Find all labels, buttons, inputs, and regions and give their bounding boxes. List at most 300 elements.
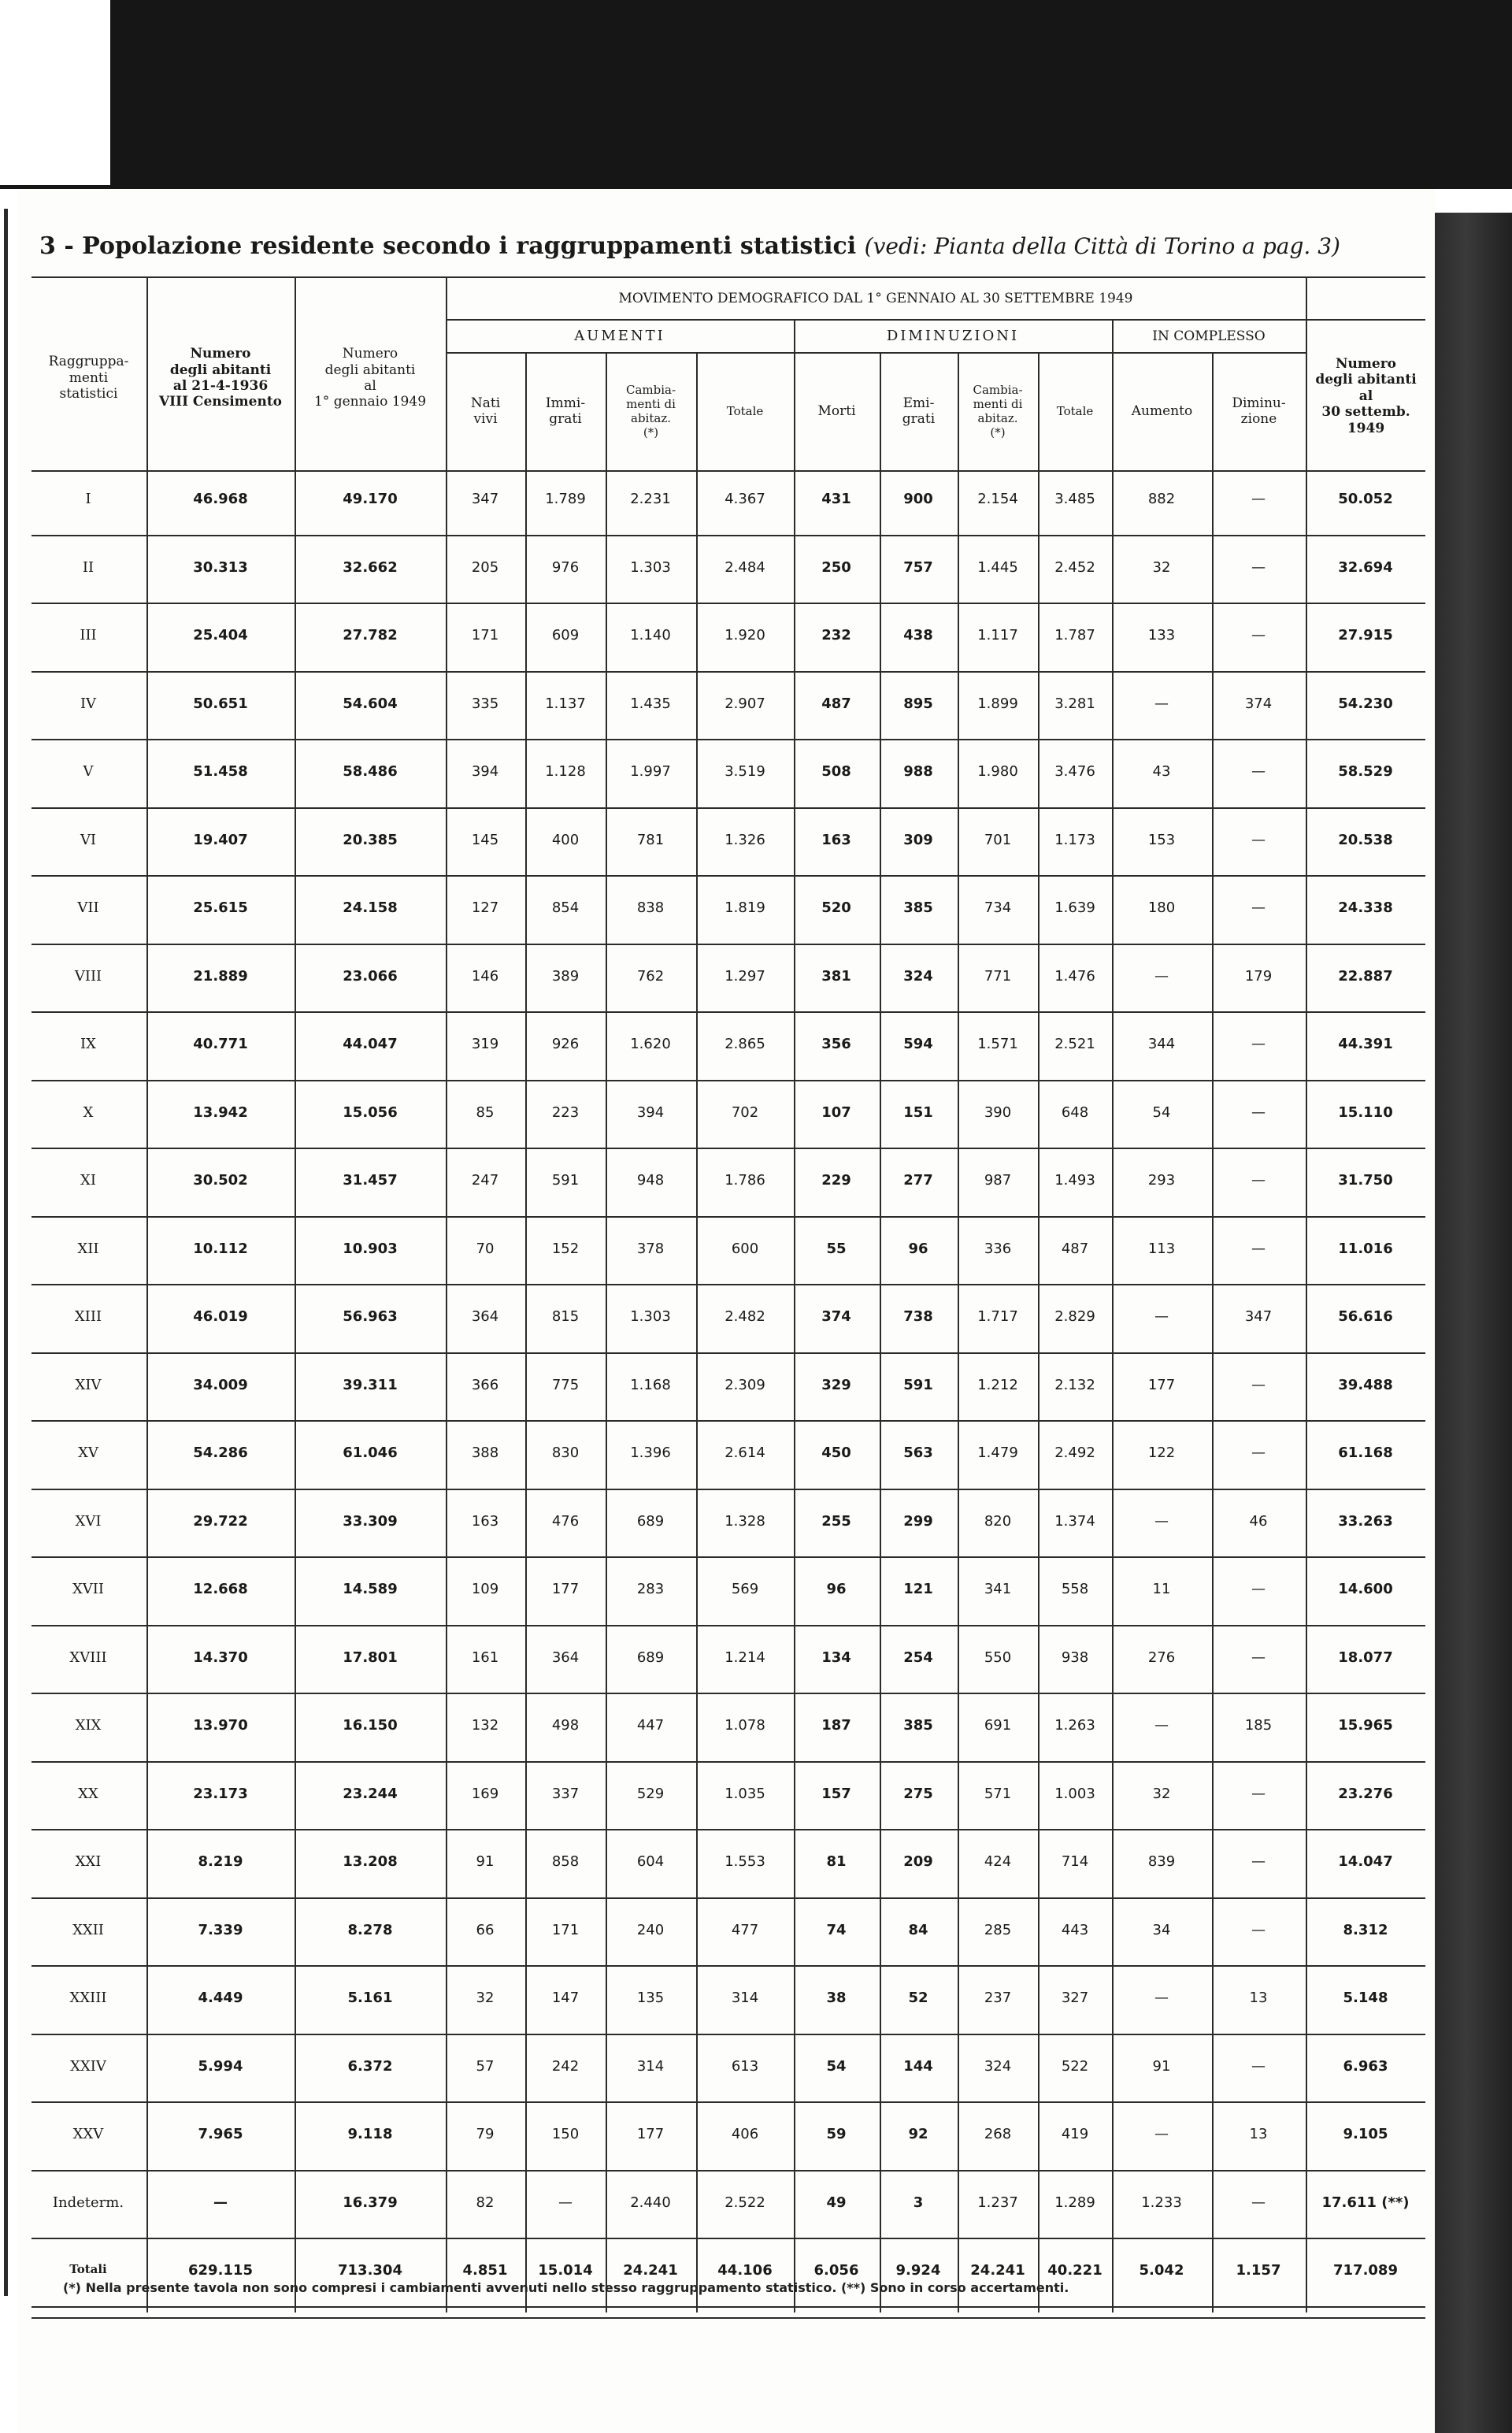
- table-cell: 1.819: [724, 899, 765, 917]
- table-cell: 85: [476, 1103, 495, 1121]
- table-cell: 122: [1147, 1445, 1176, 1462]
- table-cell: 24.338: [1338, 899, 1393, 917]
- header-totale-diminuzioni: Totale: [1056, 404, 1094, 418]
- table-cell: 569: [731, 1581, 759, 1598]
- table-cell: 46.019: [193, 1308, 248, 1326]
- table-cell: 109: [471, 1581, 499, 1598]
- table-cell: 714: [1061, 1853, 1089, 1871]
- table-cell: 341: [984, 1581, 1012, 1598]
- table-cell: 882: [1147, 491, 1176, 508]
- table-cell: 11.016: [1338, 1240, 1393, 1257]
- table-cell: 275: [903, 1785, 933, 1802]
- table-cell: 314: [636, 2057, 665, 2075]
- table-cell: 385: [903, 1717, 933, 1734]
- table-cell: —: [1251, 1581, 1266, 1598]
- table-cell: 7.965: [198, 2126, 243, 2143]
- table-cell: 374: [1244, 695, 1273, 712]
- row-rule: [32, 1148, 1425, 1149]
- table-cell: 1.128: [545, 763, 586, 781]
- table-cell: —: [1154, 1512, 1169, 1530]
- column-divider: [880, 352, 881, 2312]
- table-cell: 25.615: [193, 899, 248, 917]
- table-cell: 738: [903, 1308, 933, 1326]
- table-cell: 30.313: [193, 558, 248, 576]
- row-rule: [32, 2034, 1425, 2035]
- column-divider: [525, 352, 527, 2312]
- table-cell: 347: [1244, 1308, 1273, 1326]
- table-cell: 15.056: [343, 1103, 398, 1121]
- table-cell: 1.140: [630, 627, 671, 644]
- row-rule: [32, 1897, 1425, 1899]
- table-cell: 171: [471, 627, 499, 644]
- title-note: (vedi: Pianta della Città di Torino a pag. 3): [864, 233, 1340, 259]
- table-cell: 385: [903, 899, 933, 917]
- table-cell: 3.476: [1054, 763, 1095, 781]
- table-cell: —: [1251, 831, 1266, 848]
- table-cell: —: [1251, 491, 1266, 508]
- totals-cell: 6.056: [813, 2262, 859, 2279]
- row-label: XV: [78, 1445, 98, 1462]
- table-cell: 161: [471, 1649, 499, 1666]
- table-cell: 1.303: [630, 558, 671, 576]
- table-cell: 180: [1147, 899, 1176, 917]
- table-cell: 32: [1152, 558, 1171, 576]
- row-label: III: [80, 627, 97, 644]
- table-cell: 6.963: [1343, 2057, 1388, 2075]
- table-cell: 1.980: [977, 763, 1018, 781]
- table-cell: 1.137: [545, 695, 586, 712]
- table-cell: 691: [984, 1717, 1012, 1734]
- table-cell: 3.485: [1054, 491, 1095, 508]
- row-rule: [32, 535, 1425, 536]
- table-cell: 82: [476, 2194, 495, 2211]
- table-cell: 8.219: [198, 1853, 243, 1871]
- table-cell: 5.148: [1343, 1990, 1388, 2007]
- row-rule: [32, 1284, 1425, 1285]
- table-cell: 1.117: [977, 627, 1018, 644]
- table-cell: 31.457: [343, 1172, 398, 1189]
- header-immigrati: Immi- grati: [545, 395, 586, 427]
- table-cell: —: [1154, 1990, 1169, 2007]
- row-label: Indeterm.: [52, 2194, 124, 2211]
- table-cell: 839: [1147, 1853, 1176, 1871]
- table-cell: 10.112: [193, 1240, 248, 1257]
- table-cell: 1.374: [1054, 1512, 1095, 1530]
- totals-cell: 44.106: [717, 2262, 773, 2279]
- header-rule-movimento: [446, 319, 1306, 321]
- table-cell: 388: [471, 1445, 499, 1462]
- table-cell: 336: [984, 1240, 1012, 1257]
- table-cell: 13: [1249, 2126, 1268, 2143]
- row-label: V: [83, 763, 94, 781]
- table-cell: 1.173: [1054, 831, 1095, 848]
- table-cell: 229: [821, 1172, 851, 1189]
- table-cell: 4.449: [198, 1990, 243, 2007]
- table-cell: 400: [551, 831, 580, 848]
- header-cambiamenti-diminuzioni: Cambia- menti di abitaz. (*): [973, 383, 1023, 439]
- table-cell: 121: [903, 1581, 933, 1598]
- column-divider: [696, 352, 698, 2312]
- table-cell: 2.440: [630, 2194, 671, 2211]
- table-cell: 327: [1061, 1990, 1089, 2007]
- scan-edge-line: [4, 209, 8, 2296]
- table-cell: 1.168: [630, 1376, 671, 1393]
- table-cell: 50.052: [1338, 491, 1393, 508]
- table-cell: 157: [821, 1785, 851, 1802]
- row-rule: [32, 1556, 1425, 1558]
- table-cell: 1.328: [724, 1512, 765, 1530]
- table-cell: 223: [551, 1103, 580, 1121]
- table-cell: 13: [1249, 1990, 1268, 2007]
- header-aumenti: AUMENTI: [574, 328, 665, 345]
- table-cell: 2.309: [724, 1376, 765, 1393]
- table-cell: 1.899: [977, 695, 1018, 712]
- table-cell: 3.519: [724, 763, 765, 781]
- table-cell: 91: [1152, 2057, 1171, 2075]
- row-rule: [32, 1965, 1425, 1967]
- table-cell: 145: [471, 831, 499, 848]
- table-cell: 447: [636, 1717, 665, 1734]
- table-cell: 13.942: [193, 1103, 248, 1121]
- table-cell: 58.486: [343, 763, 398, 781]
- table-cell: 8.312: [1343, 1921, 1388, 1938]
- table-cell: 43: [1152, 763, 1171, 781]
- row-label: IV: [80, 695, 97, 712]
- table-cell: 701: [984, 831, 1012, 848]
- table-cell: —: [1251, 1036, 1266, 1053]
- table-cell: 820: [984, 1512, 1012, 1530]
- table-cell: —: [1251, 558, 1266, 576]
- table-cell: 2.829: [1054, 1308, 1095, 1326]
- table-cell: 762: [636, 967, 665, 985]
- table-cell: 44.047: [343, 1036, 398, 1053]
- table-cell: 594: [903, 1036, 933, 1053]
- table-cell: —: [1251, 2057, 1266, 2075]
- table-cell: —: [1251, 627, 1266, 644]
- table-cell: 55: [826, 1240, 847, 1257]
- footnote: (*) Nella presente tavola non sono compresi i cambiamenti avvenuti nello stesso raggruppamento statistico. (**) Sono in corso accertamenti.: [63, 2280, 1069, 2295]
- table-cell: 830: [551, 1445, 580, 1462]
- table-cell: 431: [821, 491, 851, 508]
- totals-cell: 15.014: [538, 2262, 593, 2279]
- header-complesso: IN COMPLESSO: [1152, 328, 1266, 344]
- table-cell: 169: [471, 1785, 499, 1802]
- table-cell: 177: [551, 1581, 580, 1598]
- table-cell: 976: [551, 558, 580, 576]
- header-nati: Nati vivi: [470, 395, 501, 427]
- table-cell: 132: [471, 1717, 499, 1734]
- table-cell: —: [1251, 1103, 1266, 1121]
- table-cell: 70: [476, 1240, 495, 1257]
- table-cell: 591: [903, 1376, 933, 1393]
- table-cell: 394: [636, 1103, 665, 1121]
- table-cell: 147: [551, 1990, 580, 2007]
- table-cell: —: [1251, 1649, 1266, 1666]
- table-cell: —: [1251, 1376, 1266, 1393]
- table-cell: 19.407: [193, 831, 248, 848]
- table-cell: 171: [551, 1921, 580, 1938]
- table-cell: 135: [636, 1990, 665, 2007]
- table-cell: 27.782: [343, 627, 398, 644]
- table-cell: 49.170: [343, 491, 398, 508]
- table-cell: 858: [551, 1853, 580, 1871]
- table-cell: 948: [636, 1172, 665, 1189]
- table-cell: 255: [821, 1512, 851, 1530]
- table-cell: 476: [551, 1512, 580, 1530]
- table-cell: 32.694: [1338, 558, 1393, 576]
- table-cell: 2.522: [724, 2194, 765, 2211]
- table-cell: 5.161: [347, 1990, 393, 2007]
- table-cell: 771: [984, 967, 1012, 985]
- totals-cell: 9.924: [895, 2262, 941, 2279]
- table-cell: —: [1251, 1785, 1266, 1802]
- table-cell: 23.066: [343, 967, 398, 985]
- table-cell: 366: [471, 1376, 499, 1393]
- table-cell: 15.965: [1338, 1717, 1393, 1734]
- table-cell: 6.372: [347, 2057, 393, 2075]
- header-censimento: Numero degli abitanti al 21-4-1936 VIII Censimento: [158, 346, 283, 410]
- table-cell: 23.173: [193, 1785, 248, 1802]
- totals-cell: 629.115: [188, 2262, 253, 2279]
- header-settembre: Numero degli abitanti al 30 settemb. 1949: [1315, 356, 1417, 436]
- row-rule: [32, 739, 1425, 740]
- row-label: XXI: [75, 1853, 102, 1871]
- row-label: XVI: [75, 1512, 102, 1530]
- table-cell: 1.303: [630, 1308, 671, 1326]
- table-cell: 92: [908, 2126, 928, 2143]
- table-cell: 508: [821, 763, 851, 781]
- header-rule-top: [32, 276, 1425, 278]
- table-cell: 66: [476, 1921, 495, 1938]
- table-cell: 49: [826, 2194, 847, 2211]
- header-emigrati: Emi- grati: [902, 395, 936, 427]
- row-label: XXIII: [69, 1990, 107, 2007]
- table-cell: 781: [636, 831, 665, 848]
- table-cell: 277: [903, 1172, 933, 1189]
- table-cell: 79: [476, 2126, 495, 2143]
- table-cell: 389: [551, 967, 580, 985]
- totals-cell: 24.241: [970, 2262, 1025, 2279]
- table-cell: 23.244: [343, 1785, 398, 1802]
- table-cell: 150: [551, 2126, 580, 2143]
- table-cell: 838: [636, 899, 665, 917]
- table-cell: 689: [636, 1512, 665, 1530]
- row-label: XX: [78, 1785, 98, 1802]
- table-cell: 113: [1147, 1240, 1176, 1257]
- table-cell: 1.212: [977, 1376, 1018, 1393]
- table-cell: 522: [1061, 2057, 1089, 2075]
- table-cell: 61.168: [1338, 1445, 1393, 1462]
- table-cell: 146: [471, 967, 499, 985]
- table-cell: 600: [731, 1240, 759, 1257]
- table-cell: —: [1251, 1172, 1266, 1189]
- table-cell: 938: [1061, 1649, 1089, 1666]
- table-cell: 44.391: [1338, 1036, 1393, 1053]
- table-cell: 2.614: [724, 1445, 765, 1462]
- row-rule: [32, 1693, 1425, 1694]
- row-label: VIII: [74, 967, 102, 985]
- row-label: VI: [80, 831, 97, 848]
- table-cell: 1.479: [977, 1445, 1018, 1462]
- table-cell: 364: [551, 1649, 580, 1666]
- table-cell: 133: [1147, 627, 1176, 644]
- table-cell: 32: [476, 1990, 495, 2007]
- table-cell: 347: [471, 491, 499, 508]
- table-cell: 46.968: [193, 491, 248, 508]
- row-rule: [32, 1489, 1425, 1490]
- table-cell: —: [1154, 967, 1169, 985]
- totals-cell: 713.304: [338, 2262, 402, 2279]
- table-cell: 23.276: [1338, 1785, 1393, 1802]
- table-cell: 96: [826, 1581, 847, 1598]
- table-cell: 151: [903, 1103, 933, 1121]
- table-cell: 24.158: [343, 899, 398, 917]
- table-cell: —: [1251, 899, 1266, 917]
- row-label: XVIII: [69, 1649, 107, 1666]
- table-cell: 107: [821, 1103, 851, 1121]
- header-diminuzioni: DIMINUZIONI: [886, 328, 1020, 345]
- row-rule: [32, 2170, 1425, 2172]
- table-cell: 319: [471, 1036, 499, 1053]
- table-cell: 335: [471, 695, 499, 712]
- table-cell: 1.078: [724, 1717, 765, 1734]
- row-rule: [32, 2238, 1425, 2239]
- table-cell: 11: [1152, 1581, 1171, 1598]
- table-cell: 254: [903, 1649, 933, 1666]
- table-cell: 571: [984, 1785, 1012, 1802]
- table-cell: 39.488: [1338, 1376, 1393, 1393]
- row-rule: [32, 807, 1425, 809]
- table-cell: 487: [821, 695, 851, 712]
- table-cell: 61.046: [343, 1445, 398, 1462]
- row-rule: [32, 1761, 1425, 1763]
- table-cell: 613: [731, 2057, 759, 2075]
- totals-cell: 717.089: [1333, 2262, 1398, 2279]
- row-rule: [32, 944, 1425, 945]
- table-cell: 54.286: [193, 1445, 248, 1462]
- table-cell: 424: [984, 1853, 1012, 1871]
- table-cell: 344: [1147, 1036, 1176, 1053]
- table-cell: 10.903: [343, 1240, 398, 1257]
- page-title: [39, 232, 1425, 260]
- table-cell: 40.771: [193, 1036, 248, 1053]
- column-divider: [606, 352, 607, 2312]
- table-cell: 2.482: [724, 1308, 765, 1326]
- table-cell: —: [558, 2194, 573, 2211]
- table-cell: 96: [908, 1240, 928, 1257]
- table-cell: —: [1251, 1853, 1266, 1871]
- table-cell: 52: [908, 1990, 928, 2007]
- table-cell: 757: [903, 558, 933, 576]
- header-rule-groups: [446, 352, 1306, 354]
- table-cell: 232: [821, 627, 851, 644]
- row-rule: [32, 1352, 1425, 1354]
- table-cell: 2.132: [1054, 1376, 1095, 1393]
- table-cell: 329: [821, 1376, 851, 1393]
- table-cell: 1.493: [1054, 1172, 1095, 1189]
- population-table: [32, 272, 1425, 2304]
- table-cell: 177: [1147, 1376, 1176, 1393]
- row-label: XI: [80, 1172, 96, 1189]
- row-label: X: [83, 1103, 94, 1121]
- table-cell: 144: [903, 2057, 933, 2075]
- table-cell: 8.278: [347, 1921, 393, 1938]
- table-cell: —: [1251, 2194, 1266, 2211]
- table-cell: 1.396: [630, 1445, 671, 1462]
- row-label: IX: [80, 1036, 96, 1053]
- column-divider: [446, 276, 447, 2312]
- row-label: I: [85, 491, 91, 508]
- table-cell: 1.476: [1054, 967, 1095, 985]
- table-cell: —: [1251, 1240, 1266, 1257]
- table-cell: 2.231: [630, 491, 671, 508]
- table-cell: 84: [908, 1921, 928, 1938]
- table-cell: 1.786: [724, 1172, 765, 1189]
- table-cell: 285: [984, 1921, 1012, 1938]
- table-cell: 33.263: [1338, 1512, 1393, 1530]
- table-cell: 31.750: [1338, 1172, 1393, 1189]
- header-totale-aumenti: Totale: [726, 404, 764, 418]
- table-cell: 54.230: [1338, 695, 1393, 712]
- table-cell: 1.717: [977, 1308, 1018, 1326]
- header-cambiamenti-aumenti: Cambia- menti di abitaz. (*): [625, 383, 676, 439]
- row-rule: [32, 1011, 1425, 1013]
- header-aumento: Aumento: [1131, 402, 1193, 419]
- table-cell: 152: [551, 1240, 580, 1257]
- table-cell: 498: [551, 1717, 580, 1734]
- header-diminuzione: Diminu- zione: [1232, 395, 1286, 427]
- table-cell: 734: [984, 899, 1012, 917]
- table-cell: 13.970: [193, 1717, 248, 1734]
- header-morti: Morti: [817, 402, 856, 419]
- title-number: 3 -: [39, 232, 74, 260]
- table-cell: —: [213, 2194, 228, 2211]
- row-label: XVII: [72, 1581, 105, 1598]
- table-cell: 153: [1147, 831, 1176, 848]
- table-cell: 4.367: [724, 491, 765, 508]
- row-rule: [32, 1625, 1425, 1626]
- table-cell: 56.616: [1338, 1308, 1393, 1326]
- table-cell: 529: [636, 1785, 665, 1802]
- row-label: XXIV: [70, 2057, 106, 2075]
- row-rule: [32, 1829, 1425, 1830]
- table-cell: 2.907: [724, 695, 765, 712]
- table-cell: 926: [551, 1036, 580, 1053]
- table-cell: 378: [636, 1240, 665, 1257]
- table-cell: 247: [471, 1172, 499, 1189]
- table-cell: 209: [903, 1853, 933, 1871]
- table-cell: 854: [551, 899, 580, 917]
- table-cell: 406: [731, 2126, 759, 2143]
- totals-rule: [32, 2306, 1425, 2308]
- table-cell: 2.865: [724, 1036, 765, 1053]
- table-cell: 1.787: [1054, 627, 1095, 644]
- table-cell: 987: [984, 1172, 1012, 1189]
- table-cell: 250: [821, 558, 851, 576]
- table-cell: 57: [476, 2057, 495, 2075]
- table-cell: 240: [636, 1921, 665, 1938]
- table-cell: 22.887: [1338, 967, 1393, 985]
- table-cell: 14.600: [1338, 1581, 1393, 1598]
- table-cell: 1.639: [1054, 899, 1095, 917]
- table-cell: —: [1154, 2126, 1169, 2143]
- table-cell: 9.105: [1343, 2126, 1388, 2143]
- table-cell: 419: [1061, 2126, 1089, 2143]
- column-divider: [146, 276, 148, 2312]
- row-label: XXII: [72, 1921, 104, 1938]
- totals-cell: Totali: [69, 2262, 107, 2277]
- table-cell: 689: [636, 1649, 665, 1666]
